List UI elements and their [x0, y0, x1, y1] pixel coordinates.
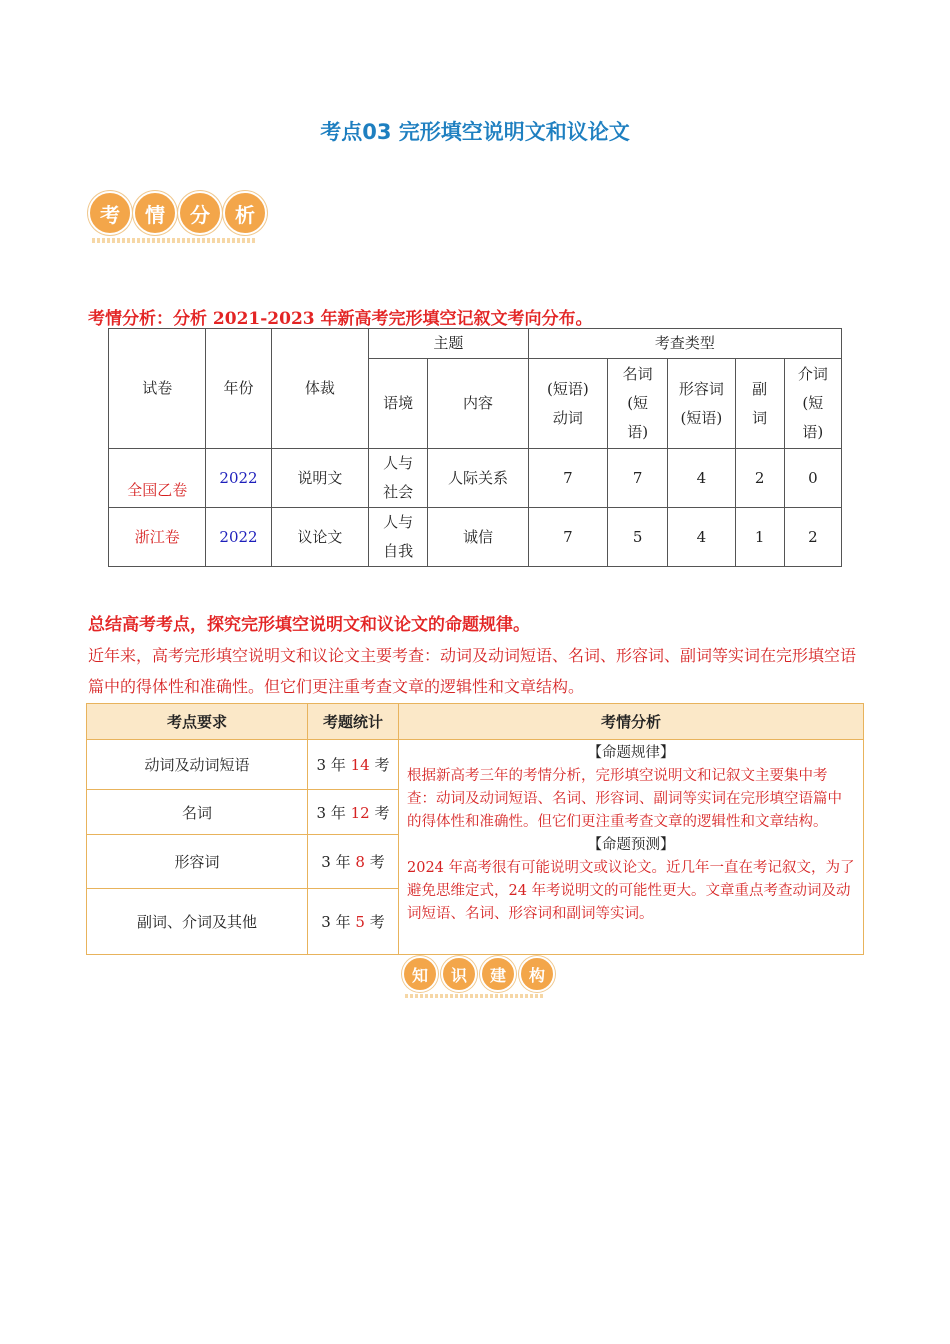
header-content: 内容	[428, 359, 528, 449]
header-type-noun	[608, 359, 668, 449]
section1-heading: 考情分析：分析 2021-2023 年新高考完形填空记叙文考向分布。	[88, 309, 593, 329]
section-badge-analysis	[88, 191, 267, 235]
context-line: 人与	[383, 513, 414, 531]
badge-underline	[405, 994, 545, 998]
badge-char: 知	[402, 956, 438, 992]
stats-cell	[308, 835, 399, 889]
stats-post: 考	[364, 913, 385, 931]
exam-points-table	[86, 703, 864, 955]
stats-cell	[308, 889, 399, 955]
point-cell: 动词及动词短语	[87, 740, 308, 790]
point-cell: 副词、介词及其他	[87, 889, 308, 955]
type-line: (短	[802, 394, 824, 412]
stats-num: 12	[350, 803, 370, 822]
row-value: 4	[668, 449, 735, 508]
row-exam: 全国乙卷	[109, 449, 206, 508]
type-line: (短语)	[680, 408, 723, 427]
header-analysis: 考情分析	[399, 704, 864, 740]
table-row	[109, 508, 842, 567]
point-cell: 形容词	[87, 835, 308, 889]
stats-post: 考	[364, 853, 385, 871]
header-genre: 体裁	[271, 329, 368, 449]
type-line: 词	[752, 408, 768, 427]
header-context: 语境	[369, 359, 428, 449]
predict-text: 2024 年高考很有可能说明文或议论文。近几年一直在考记叙文，为了避免思维定式，24 年考说明文的可能性更大。文章重点考查动词及动词短语、名词、形容词和副词等实词。	[407, 860, 855, 922]
stats-num: 8	[355, 853, 365, 871]
row-value: 2	[784, 508, 841, 567]
header-type-adj	[668, 359, 735, 449]
stats-post: 考	[369, 803, 390, 822]
row-context	[369, 449, 428, 508]
badge-char: 析	[223, 191, 267, 235]
type-line: 名词	[622, 365, 653, 383]
header-theme: 主题	[369, 329, 529, 359]
point-cell: 名词	[87, 790, 308, 835]
row-content: 人际关系	[428, 449, 528, 508]
badge-char: 分	[178, 191, 222, 235]
rule-text: 根据新高考三年的考情分析，完形填空说明文和记叙文主要集中考查：动词及动词短语、名词、形容词、副词等实词在完形填空语篇中的得体性和准确性。但它们更注重考查文章的逻辑性和文章结构。	[407, 768, 842, 830]
page-title: 考点03 完形填空说明文和议论文	[320, 120, 630, 144]
summary-paragraph: 近年来，高考完形填空说明文和议论文主要考查：动词及动词短语、名词、形容词、副词等实词在完形填空语篇中的得体性和准确性。但它们更注重考查文章的逻辑性和文章结构。	[88, 646, 857, 696]
header-type-verb	[528, 359, 607, 449]
header-stats: 考题统计	[308, 704, 399, 740]
exam-distribution-table	[108, 328, 842, 567]
context-line: 人与	[383, 454, 414, 472]
type-line: (短	[627, 394, 649, 412]
badge-char: 识	[441, 956, 477, 992]
section-badge-knowledge	[402, 956, 555, 992]
badge-char: 情	[133, 191, 177, 235]
stats-post: 考	[369, 756, 390, 774]
stats-num: 14	[350, 756, 370, 774]
header-types: 考查类型	[528, 329, 841, 359]
row-year: 2022	[206, 449, 271, 508]
badge-char: 建	[480, 956, 516, 992]
header-exam: 试卷	[109, 329, 206, 449]
row-exam: 浙江卷	[109, 508, 206, 567]
header-year: 年份	[206, 329, 271, 449]
row-content: 诚信	[428, 508, 528, 567]
header-type-adv	[735, 359, 784, 449]
predict-title: 【命题预测】	[587, 837, 675, 853]
type-line: 介词	[797, 365, 828, 383]
badge-char: 考	[88, 191, 132, 235]
stats-pre: 3 年	[321, 913, 356, 931]
row-genre: 说明文	[271, 449, 368, 508]
row-value: 0	[784, 449, 841, 508]
type-line: 语)	[802, 423, 824, 441]
stats-pre: 3 年	[316, 803, 351, 822]
type-line: 语)	[627, 423, 649, 441]
row-year: 2022	[206, 508, 271, 567]
row-value: 1	[735, 508, 784, 567]
row-context	[369, 508, 428, 567]
row-value: 2	[735, 449, 784, 508]
row-value: 7	[528, 449, 607, 508]
type-line: 动词	[552, 408, 583, 427]
table-row	[87, 740, 864, 790]
section2-heading: 总结高考考点，探究完形填空说明文和议论文的命题规律。	[88, 615, 530, 635]
analysis-cell	[399, 740, 864, 955]
stats-pre: 3 年	[321, 853, 356, 871]
header-type-prep	[784, 359, 841, 449]
stats-cell	[308, 790, 399, 835]
badge-char: 构	[519, 956, 555, 992]
type-line: (短语)	[546, 379, 589, 398]
type-line: 形容词	[678, 379, 724, 398]
rule-title: 【命题规律】	[587, 745, 675, 761]
badge-underline	[92, 238, 257, 243]
row-value: 4	[668, 508, 735, 567]
stats-num: 5	[355, 913, 365, 931]
stats-pre: 3 年	[316, 756, 351, 774]
row-value: 7	[608, 449, 668, 508]
context-line: 社会	[383, 483, 414, 501]
row-value: 5	[608, 508, 668, 567]
table-row	[109, 449, 842, 508]
row-genre: 议论文	[271, 508, 368, 567]
row-value: 7	[528, 508, 607, 567]
header-point: 考点要求	[87, 704, 308, 740]
context-line: 自我	[383, 542, 414, 560]
type-line: 副	[752, 379, 768, 398]
stats-cell	[308, 740, 399, 790]
